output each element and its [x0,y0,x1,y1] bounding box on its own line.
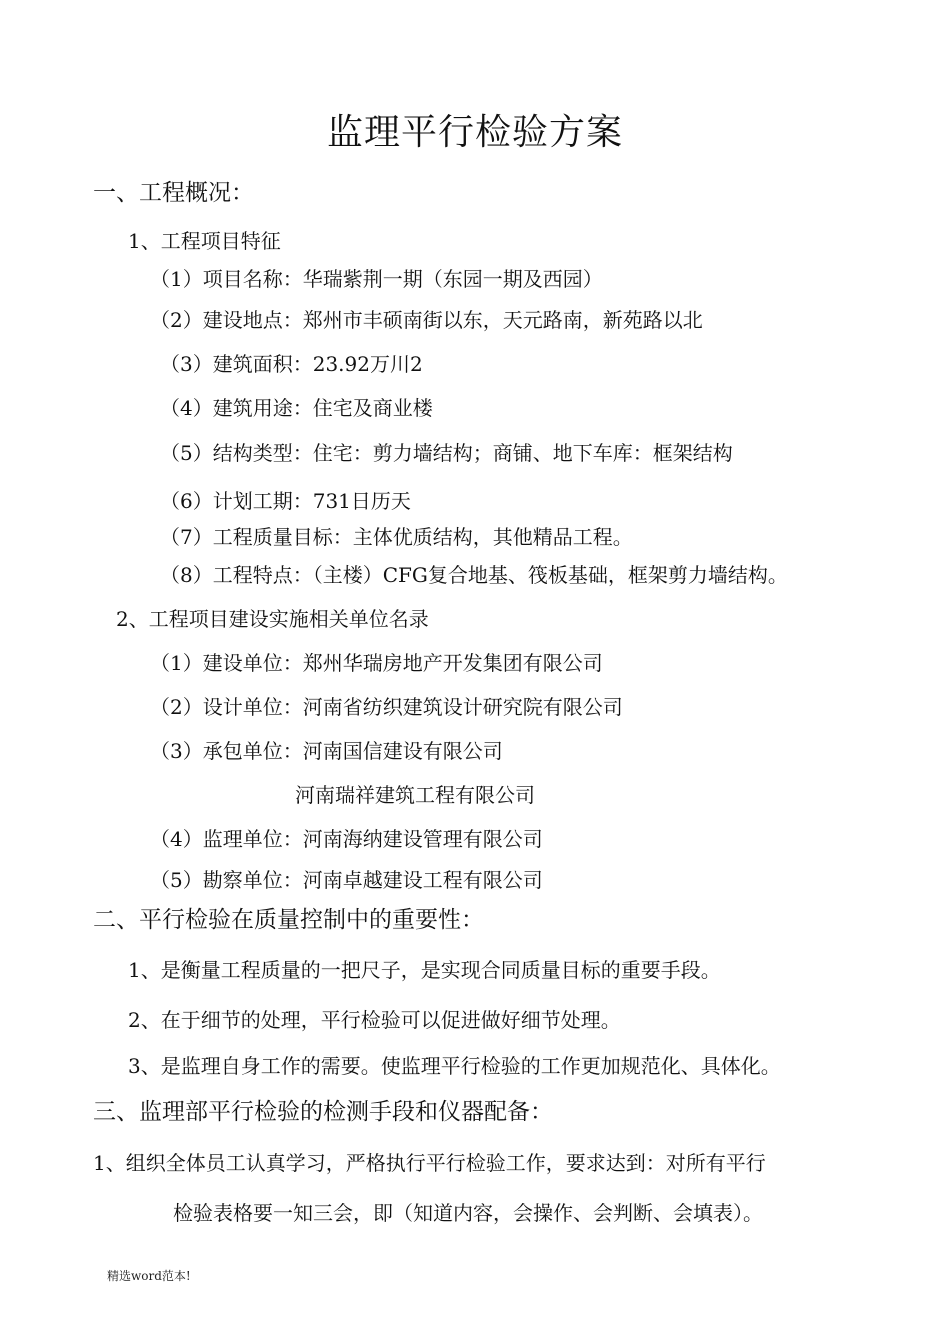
paragraph-line: 2、在于细节的处理，平行检验可以促进做好细节处理。 [128,1008,621,1032]
paragraph-line: 1、组织全体员工认真学习，严格执行平行检验工作，要求达到：对所有平行 [93,1151,766,1175]
paragraph-line: （4）建筑用途：住宅及商业楼 [160,396,433,420]
paragraph-line: 3、是监理自身工作的需要。使监理平行检验的工作更加规范化、具体化。 [128,1054,781,1078]
subsection-heading: 1、工程项目特征 [128,229,281,253]
paragraph-line: （5）勘察单位：河南卓越建设工程有限公司 [150,868,543,892]
paragraph-line: 1、是衡量工程质量的一把尺子，是实现合同质量目标的重要手段。 [128,958,721,982]
paragraph-line: （2）设计单位：河南省纺织建筑设计研究院有限公司 [150,695,623,719]
paragraph-line: （4）监理单位：河南海纳建设管理有限公司 [150,827,543,851]
document-title: 监理平行检验方案 [326,112,623,153]
paragraph-line: （3）承包单位：河南国信建设有限公司 [150,739,503,763]
page-footer: 精选word范本! [107,1269,191,1283]
paragraph-line: 检验表格要一知三会，即（知道内容，会操作、会判断、会填表）。 [173,1201,763,1225]
section-heading-3: 三、监理部平行检验的检测手段和仪器配备： [93,1099,553,1125]
paragraph-line: （8）工程特点：（主楼）CFG复合地基、筏板基础，框架剪力墙结构。 [160,563,788,587]
paragraph-line: 河南瑞祥建筑工程有限公司 [295,783,535,807]
section-heading-1: 一、工程概况： [93,180,254,206]
paragraph-line: （3）建筑面积：23.92万川2 [160,352,423,376]
subsection-heading: 2、工程项目建设实施相关单位名录 [116,607,429,631]
paragraph-line: （1）项目名称：华瑞紫荆一期（东园一期及西园） [150,267,603,291]
section-heading-2: 二、平行检验在质量控制中的重要性： [93,907,484,933]
paragraph-line: （6）计划工期：731日历天 [160,489,411,513]
paragraph-line: （7）工程质量目标：主体优质结构，其他精品工程。 [160,525,633,549]
paragraph-line: （2）建设地点：郑州市丰硕南街以东，天元路南，新苑路以北 [150,308,703,332]
paragraph-line: （1）建设单位：郑州华瑞房地产开发集团有限公司 [150,651,603,675]
paragraph-line: （5）结构类型：住宅：剪力墙结构；商铺、地下车库：框架结构 [160,441,733,465]
